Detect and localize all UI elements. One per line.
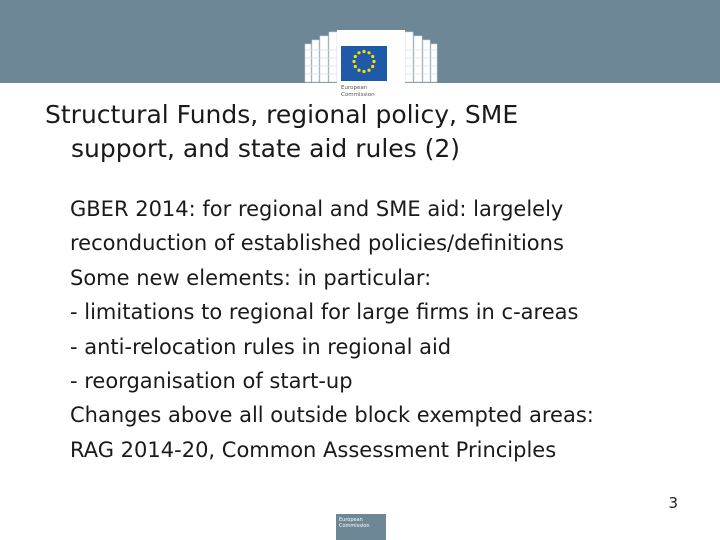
body-line: reconduction of established policies/definitions (70, 231, 564, 256)
body-line: - reorganisation of start-up (70, 369, 353, 394)
slide-title-line1: Structural Funds, regional policy, SME (45, 100, 519, 129)
logo-text-line1: European (341, 85, 368, 91)
footer-logo (336, 514, 386, 540)
slide-body (70, 192, 710, 467)
body-line: GBER 2014: for regional and SME aid: largelely (70, 197, 564, 221)
body-line: RAG 2014-20, Common Assessment Principles (70, 437, 557, 462)
body-line: - limitations to regional for large firms in c-areas (70, 300, 579, 325)
body-line: Some new elements: in particular: (70, 265, 432, 290)
european-commission-logo (303, 16, 439, 100)
body-line: Changes above all outside block exempted areas: (70, 403, 594, 428)
slide-title (45, 98, 685, 166)
logo-text-line2: Commission (341, 92, 375, 98)
footer-logo-text: European Commission (339, 517, 370, 529)
body-line: - anti-relocation rules in regional aid (70, 334, 452, 359)
page-number: 3 (668, 494, 678, 512)
slide-title-line2: support, and state aid rules (2) (71, 134, 461, 163)
